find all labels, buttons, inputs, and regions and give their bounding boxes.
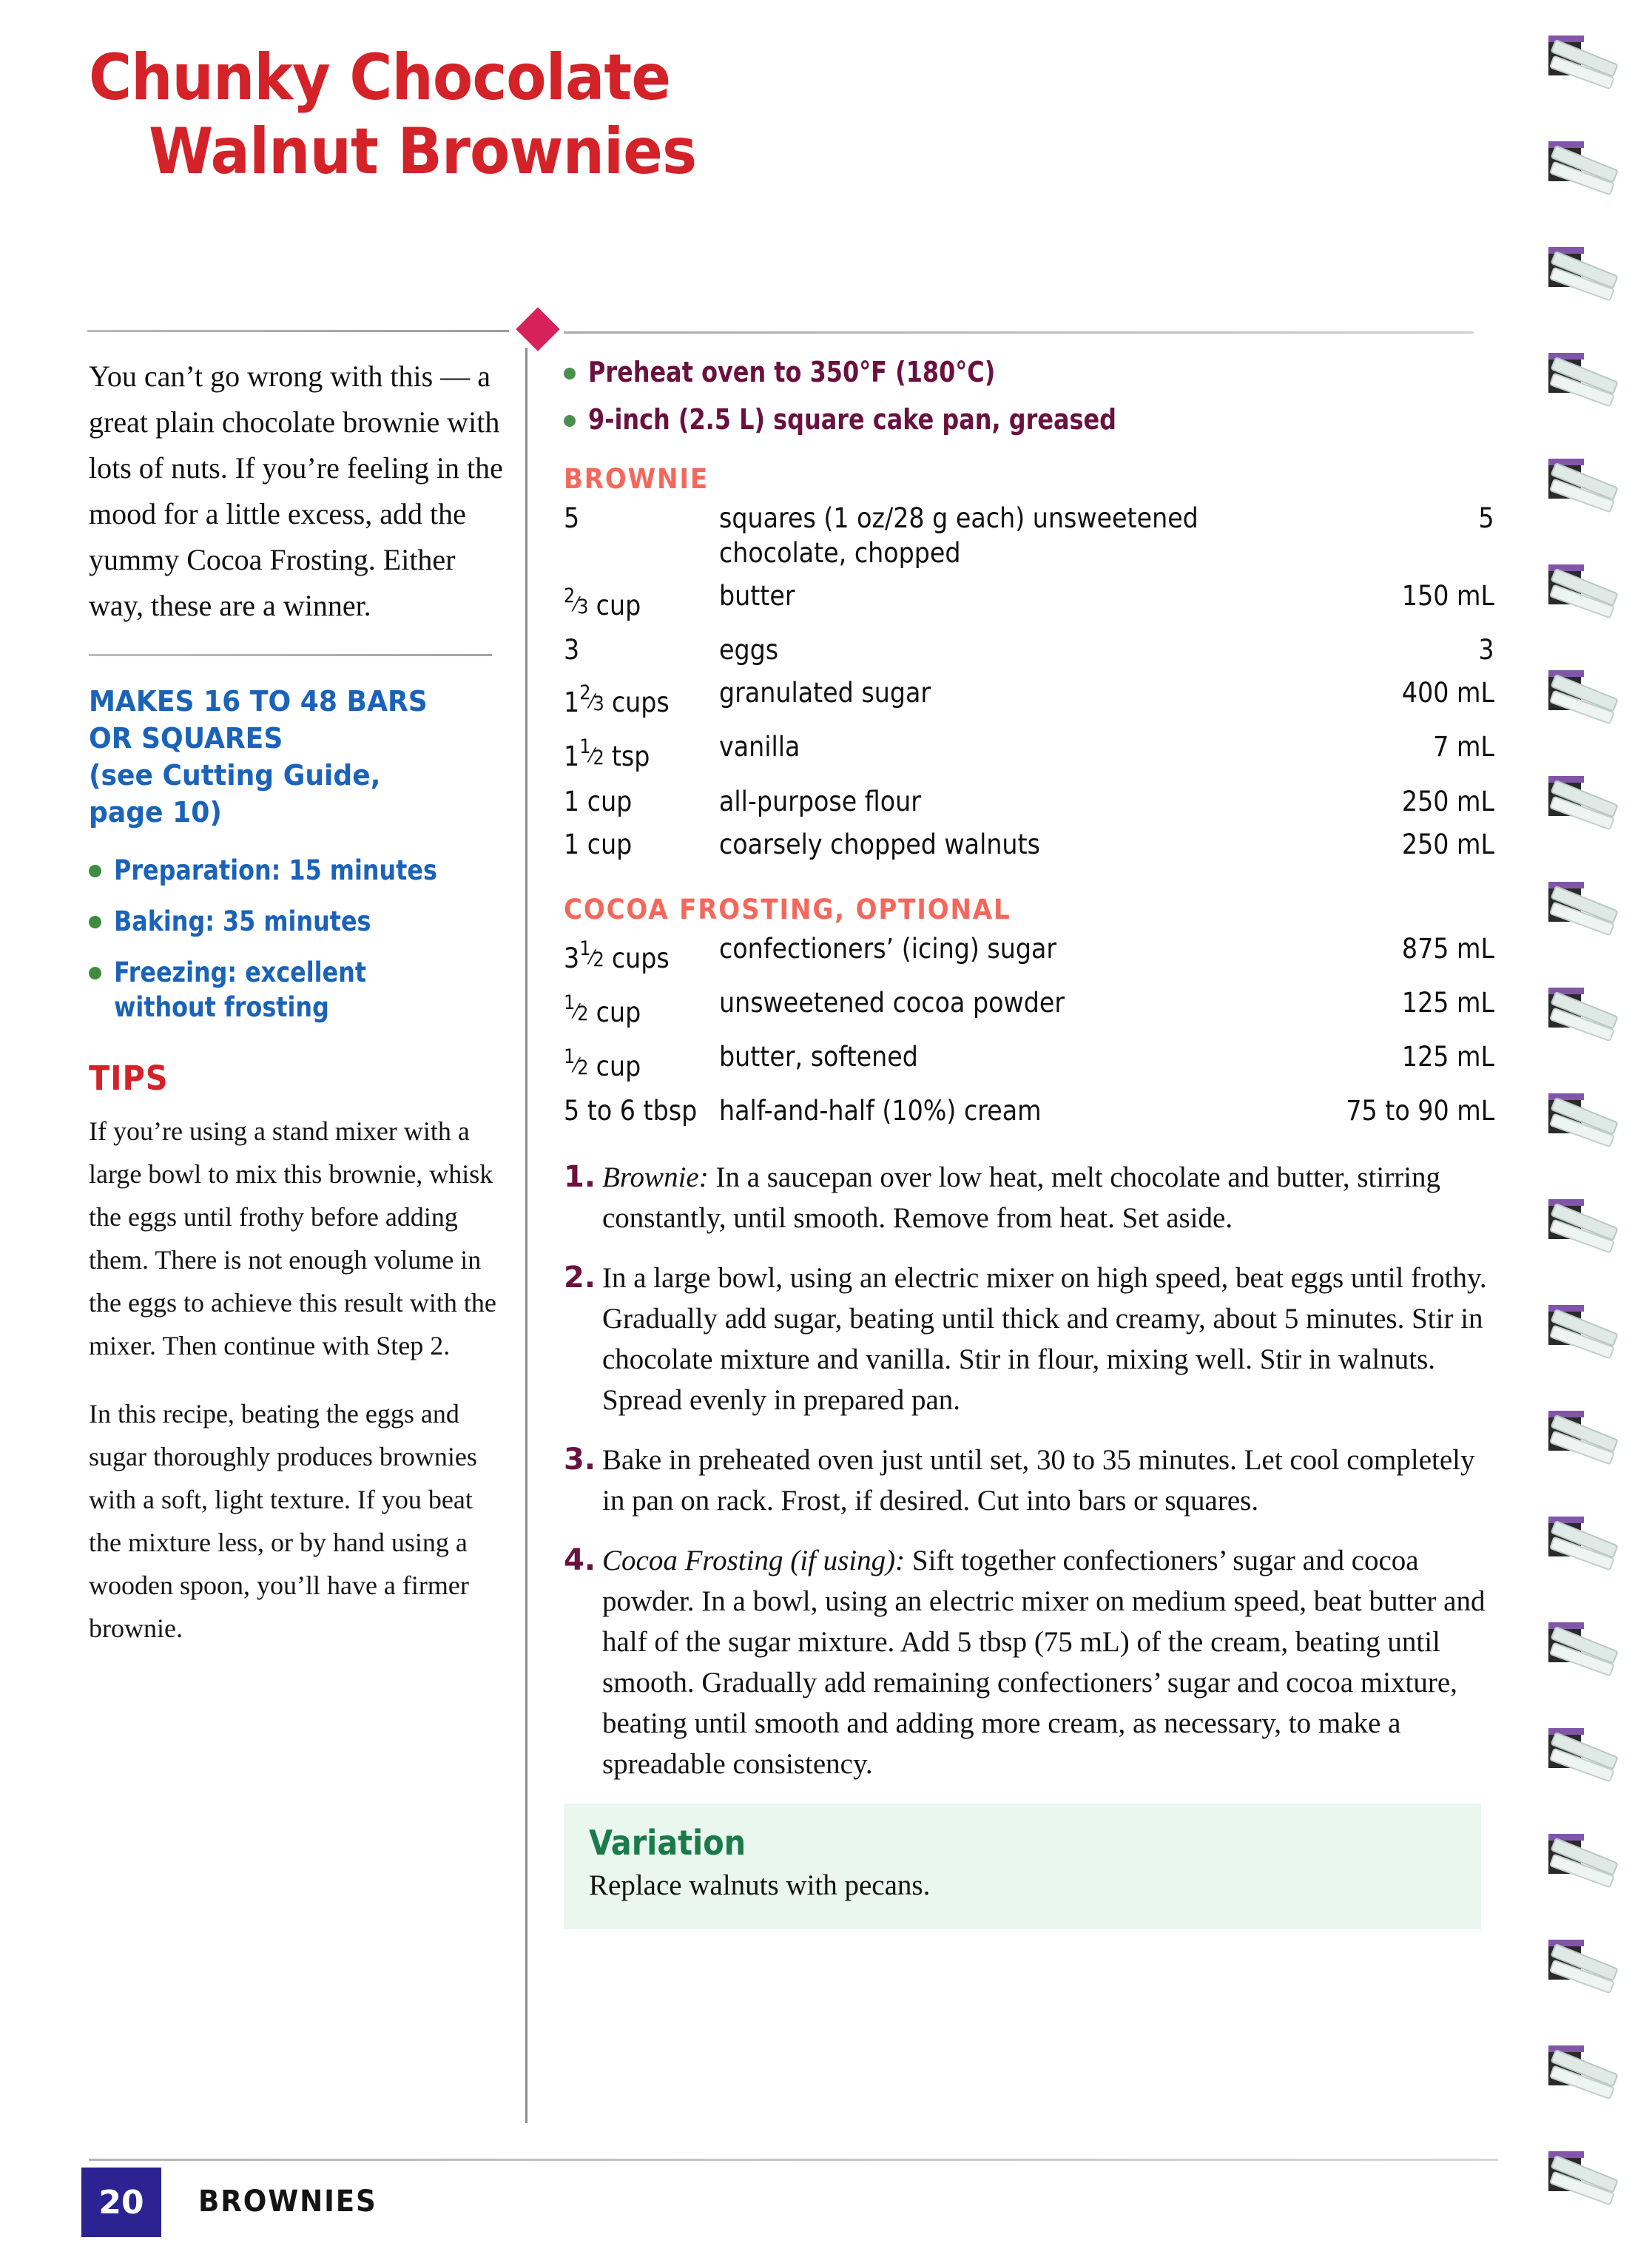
ingredient-metric: 75 to 90 mL [1346,1095,1494,1127]
ingredient-metric: 5 [1478,502,1494,534]
table-row [564,984,1494,1038]
table-row [564,826,1494,868]
step-number: 4. [564,1543,596,1578]
step-text: In a large bowl, using an electric mixer on high speed, beat eggs until frothy. Gradually add sugar, beating until thick and creamy, about 5 minutes. Stir in chocolate mixture and vanilla. Stir in flour, mixing well. Stir in walnuts. Spread evenly in prepared pan. [602,1262,1487,1417]
binding-ring-icon [1548,882,1602,923]
ingredient-metric: 125 mL [1401,986,1494,1019]
ingredients-table-frosting [564,930,1494,1136]
ingredient-amount: $^1⁄_2$ cup [564,1045,641,1082]
section-heading-frosting: COCOA FROSTING, OPTIONAL [564,893,1011,925]
ingredient-name: unsweetened cocoa powder [719,986,1065,1019]
tips-heading: TIPS [89,1059,169,1098]
step-lead-in: Cocoa Frosting (if using): [602,1545,906,1577]
table-row [564,930,1494,984]
binding-ring-icon [1548,2045,1602,2087]
binding-ring-icon [1548,1940,1602,1981]
timing-list [89,853,503,1025]
step-text: Cocoa Frosting (if using): Sift together confectioners’ sugar and cocoa powder. In a bowl, using an electric mixer on medium speed, beat butter and half of the sugar mixture. Add 5 tbsp (75 mL) of the cream, beating until smooth. Gradually add remaining confectioners’ sugar and cocoa mixture, beating until smooth and adding more cream, as necessary, to make a spreadable consistency. [602,1545,1486,1781]
footer-section-label: BROWNIES [198,2185,377,2219]
timing-preparation: Preparation: 15 minutes [114,854,437,886]
list-item [89,904,503,939]
method-step [564,1440,1500,1521]
sidebar-rule [89,654,492,656]
footer-rule [89,2159,1498,2161]
ingredient-metric: 7 mL [1433,731,1494,763]
ingredient-name: confectioners’ (icing) sugar [719,932,1057,965]
bullet-dot-icon [89,967,101,979]
table-row [564,631,1494,674]
binding-ring-icon [1548,1622,1602,1664]
tip-paragraph-1: If you’re using a stand mixer with a large bowl to mix this brownie, whisk the eggs until frothy before adding them. There is not enough volume in the eggs to achieve this result with the mixer. Then continue with Step 2. [89,1116,496,1360]
table-row [564,499,1494,577]
page-number-badge: 20 [81,2168,161,2237]
binding-ring-icon [1548,36,1602,77]
step-lead-in: Brownie: [602,1161,709,1194]
page-title [89,41,1198,189]
ingredient-metric: 150 mL [1401,580,1494,612]
ingredient-metric: 400 mL [1401,677,1494,709]
bullet-dot-icon [89,916,101,928]
ingredient-name: butter [719,580,795,612]
diamond-ornament-icon [516,307,559,351]
main-recipe-column [564,354,1500,1929]
binding-ring-icon [1548,670,1602,712]
title-line-1: Chunky Chocolate [89,41,671,115]
binding-ring-icon [1548,1305,1602,1346]
ingredient-name: half-and-half (10%) cream [719,1095,1042,1127]
ingredient-metric: 3 [1478,634,1494,667]
step-number: 1. [564,1160,596,1195]
table-row [564,1038,1494,1092]
header-rule-left [87,330,509,332]
ingredient-name: granulated sugar [719,677,931,709]
ingredient-amount: 3 [564,634,580,667]
ingredient-name: coarsely chopped walnuts [719,828,1040,860]
tip-paragraph-2: In this recipe, beating the eggs and sugar thoroughly produces brownies with a soft, light texture. If you beat the mixture less, or by hand using a wooden spoon, you’ll have a firmer brownie. [89,1399,477,1643]
binding-ring-icon [1548,247,1602,289]
table-row [564,728,1494,782]
makes-line-4: page 10) [89,796,222,829]
ingredient-amount: 5 to 6 tbsp [564,1095,698,1127]
binding-ring-icon [1548,1834,1602,1875]
bullet-dot-icon [564,368,576,380]
binding-ring-icon [1548,141,1602,183]
method-step [564,1258,1500,1420]
intro-paragraph: You can’t go wrong with this — a great plain chocolate brownie with lots of nuts. If you’re feeling in the mood for a little excess, add the yummy Cocoa Frosting. Either way, these are a winner. [89,360,503,622]
bullet-dot-icon [89,865,101,877]
step-text: Brownie: In a saucepan over low heat, melt chocolate and butter, stirring constantly, until smooth. Remove from heat. Set aside. [602,1161,1441,1235]
ingredient-metric: 125 mL [1401,1040,1494,1073]
prep-notes-list [564,354,1500,438]
binding-ring-icon [1548,353,1602,394]
ingredient-metric: 250 mL [1401,828,1494,860]
binding-ring-icon [1548,776,1602,817]
table-row [564,674,1494,728]
binding-ring-icon [1548,564,1602,606]
spiral-binding [1543,0,1652,2260]
left-sidebar-column [89,354,503,1650]
ingredients-table-brownie [564,499,1494,868]
ingredient-name: squares (1 oz/28 g each) unsweetened chocolate, chopped [719,502,1198,569]
ingredient-amount: 1 cup [564,828,633,860]
ingredient-amount: 1 cup [564,785,633,817]
ingredient-amount: $^2⁄_3$ cup [564,584,641,621]
ingredient-name: all-purpose flour [719,785,921,817]
ingredient-amount: $3^1⁄_2$ cups [564,937,670,974]
timing-baking: Baking: 35 minutes [114,905,371,937]
column-divider [525,348,527,2123]
binding-ring-icon [1548,1199,1602,1241]
header-rule-right [564,331,1474,334]
ingredient-name: butter, softened [719,1040,918,1073]
ingredient-amount: $1^1⁄_2$ tsp [564,735,650,773]
timing-freezing: Freezing: excellent without frosting [114,957,367,1023]
binding-ring-icon [1548,1411,1602,1452]
ingredient-amount: $1^2⁄_3$ cups [564,681,670,718]
variation-heading: Variation [589,1823,746,1863]
list-item [89,955,503,1025]
makes-yield-block [89,683,482,831]
method-step [564,1540,1500,1784]
makes-line-1: MAKES 16 TO 48 BARS [89,685,428,718]
table-row [564,577,1494,631]
table-row [564,1092,1494,1135]
title-line-2: Walnut Brownies [148,115,697,189]
step-number: 3. [564,1443,596,1477]
method-step [564,1157,1500,1238]
binding-ring-icon [1548,1517,1602,1558]
binding-ring-icon [1548,988,1602,1029]
binding-ring-icon [1548,459,1602,500]
binding-ring-icon [1548,2151,1602,2193]
ingredient-amount: $^1⁄_2$ cup [564,991,641,1028]
variation-box [564,1804,1481,1929]
step-text: Bake in preheated oven just until set, 30 to 35 minutes. Let cool completely in pan on rack. Frost, if desired. Cut into bars or squares. [602,1444,1475,1517]
makes-line-2: OR SQUARES [89,722,283,755]
makes-line-3: (see Cutting Guide, [89,759,381,792]
binding-ring-icon [1548,1093,1602,1135]
bullet-dot-icon [564,415,576,427]
variation-text: Replace walnuts with pecans. [589,1869,931,1902]
table-row [564,783,1494,826]
prep-note-pan: 9-inch (2.5 L) square cake pan, greased [588,403,1117,436]
ingredient-name: eggs [719,634,779,667]
list-item [564,354,1500,391]
step-number: 2. [564,1261,596,1295]
method-steps-list [564,1157,1500,1784]
ingredient-metric: 250 mL [1401,785,1494,817]
list-item [89,853,503,888]
section-heading-brownie: BROWNIE [564,463,709,495]
ingredient-amount: 5 [564,502,580,534]
list-item [564,401,1500,438]
binding-ring-icon [1548,1728,1602,1770]
prep-note-oven: Preheat oven to 350°F (180°C) [588,356,996,388]
ingredient-name: vanilla [719,731,800,763]
ingredient-metric: 875 mL [1401,932,1494,965]
